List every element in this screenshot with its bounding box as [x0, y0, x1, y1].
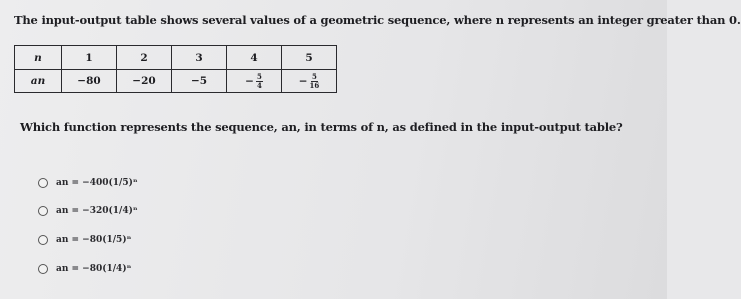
option-label: an = −80(1/4)ⁿ — [56, 264, 132, 274]
answer-option-4[interactable] — [38, 261, 131, 277]
table-cell-n4: 4 — [227, 46, 282, 70]
table-header-n: n — [15, 46, 62, 70]
option-label: an = −400(1/5)ⁿ — [56, 178, 138, 188]
a5-numerator: 5 — [311, 71, 317, 81]
a5-denominator: 16 — [309, 80, 320, 90]
option-label: an = −80(1/5)ⁿ — [56, 235, 132, 245]
radio-button-icon[interactable] — [38, 178, 48, 188]
option-label: an = −320(1/4)ⁿ — [56, 206, 138, 216]
input-output-table — [14, 45, 337, 93]
a4-denominator: 4 — [256, 80, 262, 90]
table-cell-a2: −20 — [117, 70, 172, 93]
answer-option-2[interactable] — [38, 203, 138, 219]
a5-sign: − — [298, 75, 308, 87]
problem-statement: The input-output table shows several values of a geometric sequence, where n represents an integer greater than 0. — [14, 13, 741, 27]
a4-numerator: 5 — [256, 71, 262, 81]
table-cell-a1: −80 — [62, 70, 117, 93]
a4-sign: − — [245, 75, 254, 87]
radio-button-icon[interactable] — [38, 206, 48, 216]
a4-fraction — [256, 73, 263, 90]
table-header-an: an — [15, 70, 62, 93]
table-cell-n5: 5 — [282, 46, 337, 70]
question-text: Which function represents the sequence, an, in terms of n, as defined in the input-output table? — [20, 120, 623, 134]
table-row-an — [15, 70, 337, 93]
table-cell-n1: 1 — [62, 46, 117, 70]
table-cell-a4 — [227, 70, 282, 93]
radio-button-icon[interactable] — [38, 264, 48, 274]
radio-button-icon[interactable] — [38, 235, 48, 245]
table-cell-n3: 3 — [172, 46, 227, 70]
table-cell-a5 — [282, 70, 337, 93]
a5-fraction — [310, 73, 320, 90]
answer-option-1[interactable] — [38, 175, 138, 191]
answer-option-3[interactable] — [38, 232, 131, 248]
table-row-n — [15, 46, 337, 70]
table-cell-n2: 2 — [117, 46, 172, 70]
table-cell-a3: −5 — [172, 70, 227, 93]
